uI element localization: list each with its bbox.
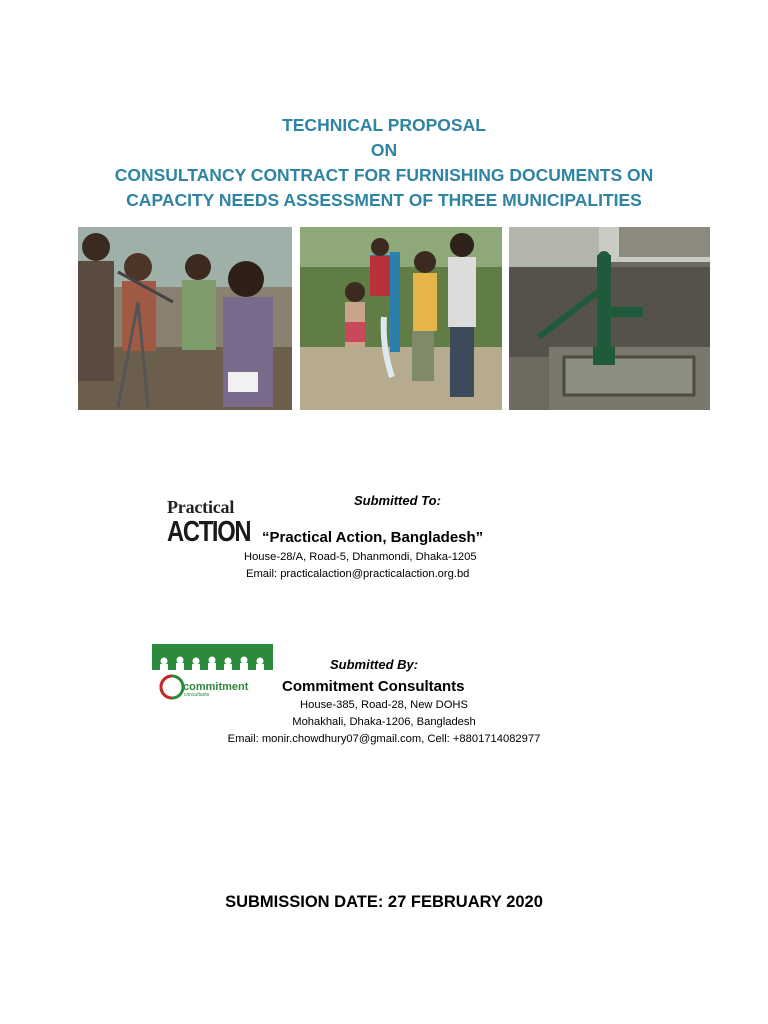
logo-text-practical: Practical	[167, 497, 235, 517]
photo-strip	[78, 227, 710, 410]
submitted-to-label: Submitted To:	[354, 493, 441, 508]
submitter-contact: Email: monir.chowdhury07@gmail.com, Cell: +8801714082977	[227, 733, 541, 745]
photo-hand-pump	[509, 227, 710, 410]
recipient-email: Email: practicalaction@practicalaction.org.bd	[246, 568, 470, 580]
cc-logo-text: commitment	[183, 681, 249, 693]
submitted-by-label: Submitted By:	[330, 657, 419, 672]
photo-children-washing-hands	[78, 227, 292, 410]
commitment-consultants-logo	[152, 644, 273, 700]
submitter-org-name: Commitment Consultants	[282, 678, 465, 695]
title-line-2: ON	[370, 140, 398, 160]
photo-children-at-tubewell	[300, 227, 502, 410]
submission-date: SUBMISSION DATE: 27 FEBRUARY 2020	[225, 893, 543, 911]
logo-text-action: ACTION	[167, 516, 251, 548]
title-line-4: CAPACITY NEEDS ASSESSMENT OF THREE MUNICIPALITIES	[126, 190, 642, 210]
cc-logo-subtext: consultants	[184, 692, 210, 698]
proposal-title	[0, 113, 768, 213]
recipient-org-name: “Practical Action, Bangladesh”	[262, 529, 484, 546]
practical-action-logo	[167, 497, 257, 546]
recipient-address: House-28/A, Road-5, Dhanmondi, Dhaka-1205	[244, 551, 477, 563]
title-line-1: TECHNICAL PROPOSAL	[282, 115, 486, 135]
submitter-address-line-1: House-385, Road-28, New DOHS	[300, 699, 468, 711]
title-line-3: CONSULTANCY CONTRACT FOR FURNISHING DOCUMENTS ON	[114, 165, 654, 185]
submitter-address-line-2: Mohakhali, Dhaka-1206, Bangladesh	[292, 716, 476, 728]
